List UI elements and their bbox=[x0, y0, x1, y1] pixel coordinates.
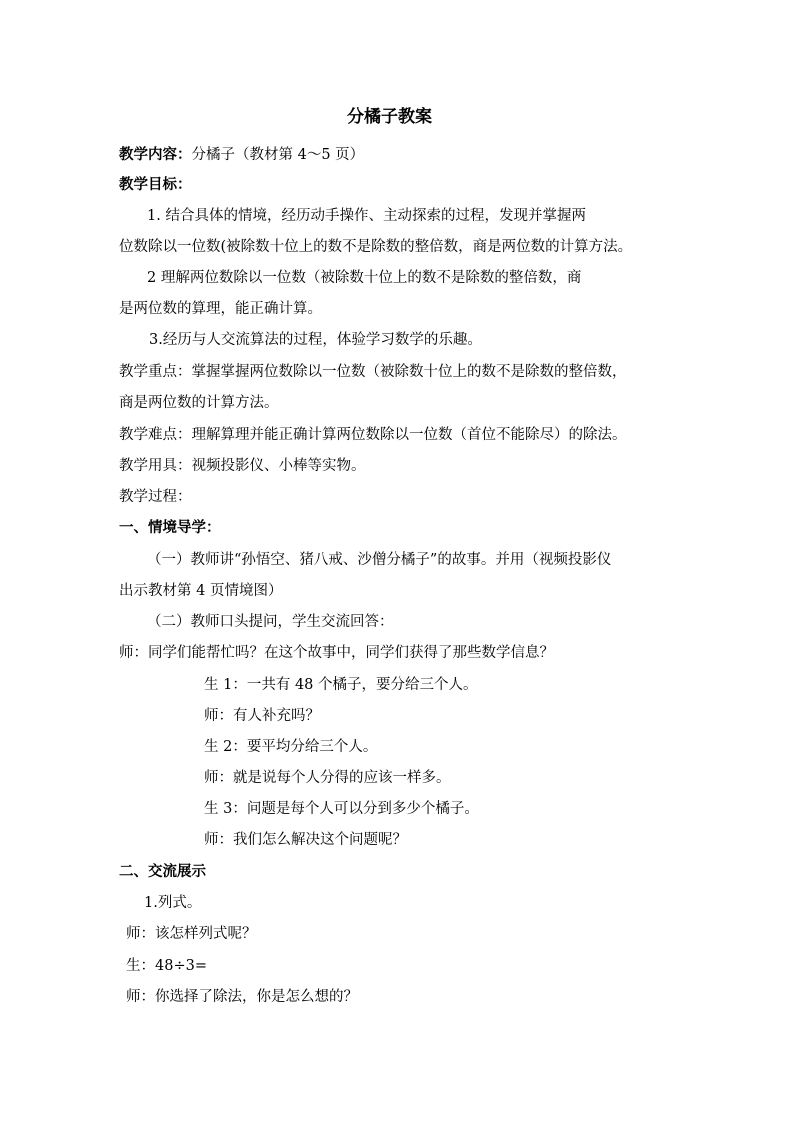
goals-label: 教学目标： bbox=[119, 176, 192, 193]
teacher-question-2: 师：有人补充吗？ bbox=[204, 708, 320, 724]
section-2-heading: 二、交流展示 bbox=[119, 863, 206, 880]
process-label: 教学过程： bbox=[119, 489, 192, 505]
goal-2-line-2: 是两位数的算理，能正确计算。 bbox=[119, 301, 322, 317]
content-line bbox=[119, 145, 364, 165]
student-answer-2: 生 2：要平均分给三个人。 bbox=[204, 739, 378, 755]
student-answer-3: 生 3：问题是每个人可以分到多少个橘子。 bbox=[204, 801, 479, 817]
tools-line: 教学用具：视频投影仪、小棒等实物。 bbox=[119, 458, 366, 474]
section-2-student-1: 生：48÷3= bbox=[126, 958, 207, 974]
section-1-para-2: （二）教师口头提问，学生交流回答： bbox=[147, 614, 394, 630]
goal-3-line: 3.经历与人交流算法的过程，体验学习数学的乐趣。 bbox=[149, 332, 482, 348]
section-1-heading: 一、情境导学： bbox=[119, 519, 221, 536]
teacher-question-4: 师：我们怎么解决这个问题呢？ bbox=[204, 832, 407, 848]
teacher-question-3: 师：就是说每个人分得的应该一样多。 bbox=[204, 770, 451, 786]
goal-1-line-1: 1. 结合具体的情境，经历动手操作、主动探索的过程，发现并掌握两 bbox=[147, 208, 586, 224]
content-value: 分橘子（教材第 4～5 页） bbox=[191, 147, 365, 163]
student-answer-1: 生 1：一共有 48 个橘子，要分给三个人。 bbox=[204, 677, 478, 693]
teacher-question-1: 师：同学们能帮忙吗？在这个故事中，同学们获得了那些数学信息？ bbox=[119, 645, 554, 661]
section-1-para-1-line-1: （一）教师讲“孙悟空、猪八戒、沙僧分橘子”的故事。并用（视频投影仪 bbox=[147, 552, 612, 568]
content-label: 教学内容： bbox=[119, 146, 192, 163]
goal-2-line-1: 2 理解两位数除以一位数（被除数十位上的数不是除数的整倍数，商 bbox=[147, 270, 582, 286]
key-point-line-2: 商是两位数的计算方法。 bbox=[119, 395, 279, 411]
section-2-teacher-2: 师：你选择了除法，你是怎么想的？ bbox=[126, 989, 358, 1005]
document-title: 分橘子教案 bbox=[347, 107, 432, 127]
key-point-line-1: 教学重点：掌握掌握两位数除以一位数（被除数十位上的数不是除数的整倍数， bbox=[119, 364, 627, 380]
difficulty-line: 教学难点：理解算理并能正确计算两位数除以一位数（首位不能除尽）的除法。 bbox=[119, 427, 627, 443]
section-1-para-1-line-2: 出示教材第 4 页情境图） bbox=[119, 583, 283, 599]
goal-1-line-2: 位数除以一位数(被除数十位上的数不是除数的整倍数，商是两位数的计算方法。 bbox=[119, 239, 633, 255]
section-2-teacher-1: 师：该怎样列式呢？ bbox=[126, 926, 257, 942]
section-2-item-1: 1.列式。 bbox=[144, 895, 202, 911]
